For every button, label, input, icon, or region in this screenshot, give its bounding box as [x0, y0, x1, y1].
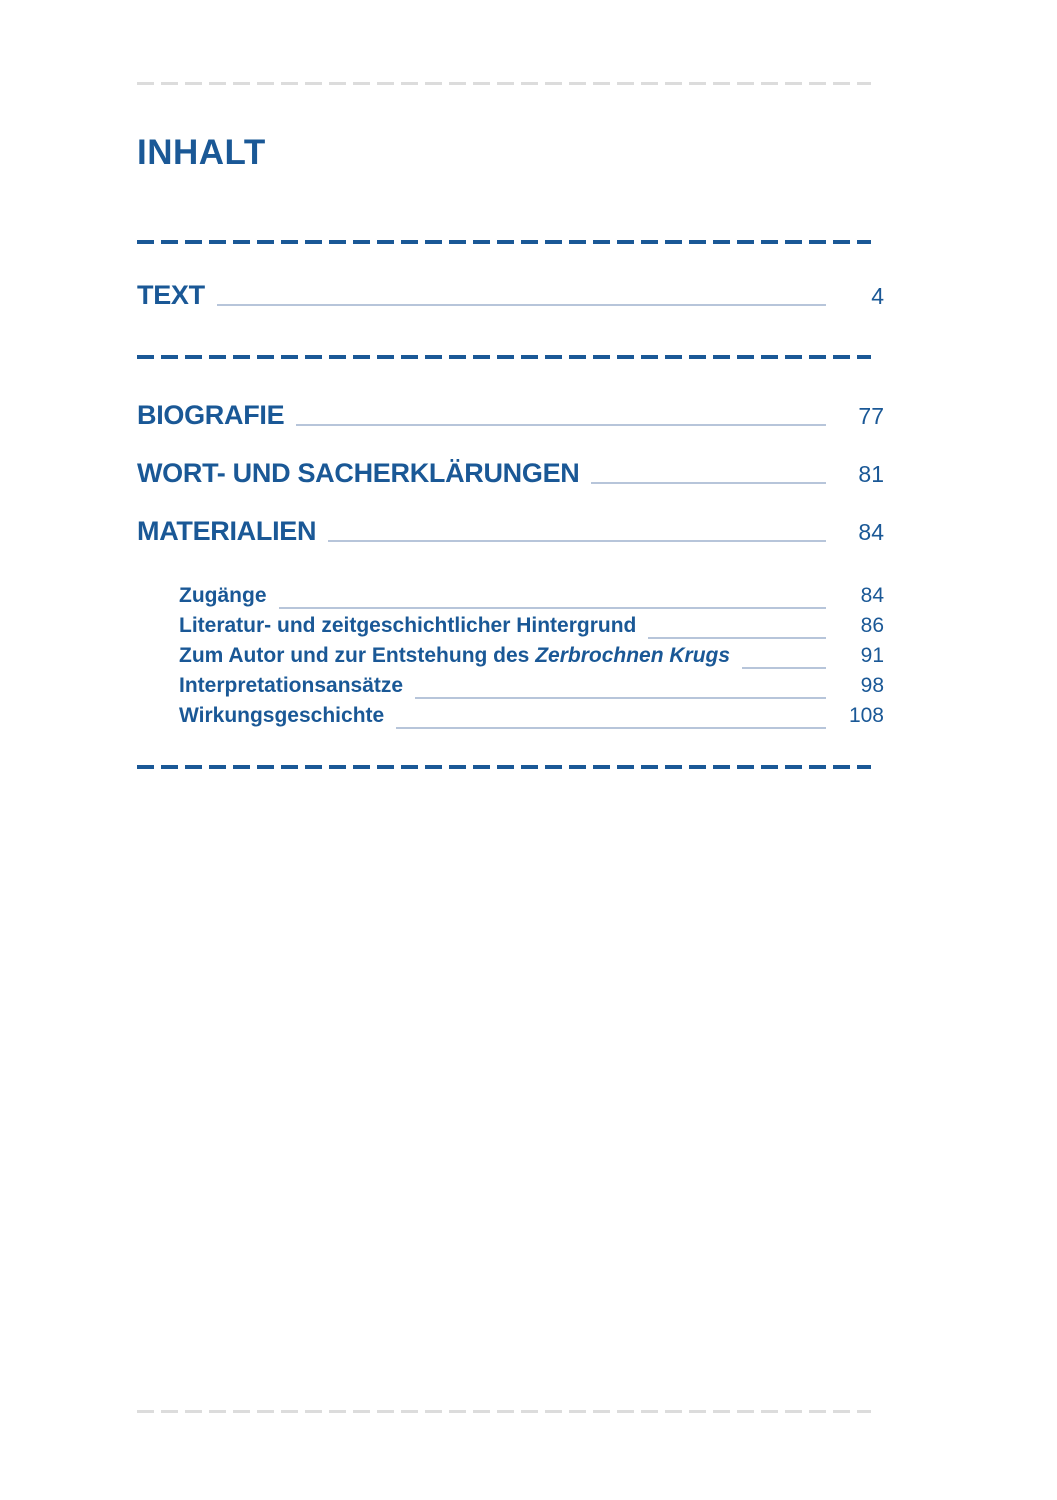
toc-subentry-zum-autor [179, 644, 884, 674]
top-dashed-divider [137, 82, 871, 85]
leader-line [591, 482, 826, 484]
toc-entry-label: Zum Autor und zur Entstehung des [179, 644, 536, 667]
toc-entry-page-number: 91 [860, 644, 884, 667]
toc-subentry-interpretationsansaetze [179, 674, 884, 704]
toc-entry-page-number: 98 [860, 674, 884, 697]
toc-entry-label: Literatur- und zeitgeschichtlicher Hintergrund [179, 614, 637, 637]
toc-entry-label: Wirkungsgeschichte [179, 704, 385, 727]
toc-entry-label: TEXT [137, 280, 205, 310]
toc-subentry-literatur-hintergrund [179, 614, 884, 644]
toc-entry-wort-und-sacherklaerungen [137, 458, 884, 490]
toc-entry-label: BIOGRAFIE [137, 400, 285, 430]
leader-line [296, 424, 826, 426]
leader-line [742, 667, 826, 669]
leader-line [415, 697, 826, 699]
toc-entry-page-number: 77 [858, 403, 884, 429]
dashed-divider [137, 355, 871, 359]
toc-entry-page-number: 84 [860, 584, 884, 607]
toc-entry-biografie [137, 400, 884, 432]
toc-entry-label-italic: Zerbrochnen Krugs [535, 644, 731, 667]
leader-line [279, 607, 827, 609]
toc-entry-page-number: 4 [871, 283, 884, 309]
page-title: INHALT [137, 133, 266, 172]
toc-entry-page-number: 84 [858, 519, 884, 545]
bottom-dashed-divider [137, 1410, 871, 1413]
toc-entry-label: MATERIALIEN [137, 516, 317, 546]
toc-entry-materialien [137, 516, 884, 548]
toc-subentry-zugaenge [179, 584, 884, 614]
dashed-divider [137, 765, 871, 769]
toc-entry-page-number: 81 [858, 461, 884, 487]
toc-entry-page-number: 108 [848, 704, 884, 727]
toc-subentry-wirkungsgeschichte [179, 704, 884, 734]
toc-entry-label: Zugänge [179, 584, 267, 607]
leader-line [648, 637, 826, 639]
toc-entry-text [137, 280, 884, 312]
leader-line [217, 304, 826, 306]
toc-entry-page-number: 86 [860, 614, 884, 637]
dashed-divider [137, 240, 871, 244]
toc-entry-label: WORT- UND SACHERKLÄRUNGEN [137, 458, 580, 488]
leader-line [328, 540, 826, 542]
leader-line [396, 727, 826, 729]
toc-entry-label: Interpretationsansätze [179, 674, 404, 697]
